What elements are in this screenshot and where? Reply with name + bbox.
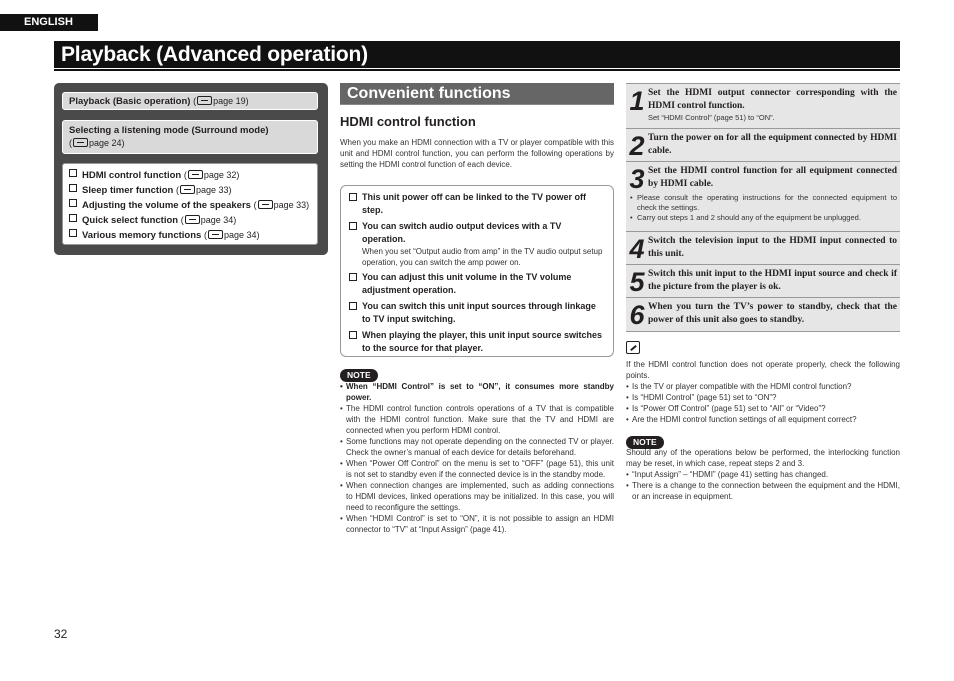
checkbox-icon bbox=[69, 184, 77, 192]
nav-item-quick-select[interactable]: Quick select function ( page 34) bbox=[69, 214, 311, 227]
feature-item bbox=[349, 329, 605, 355]
sub-heading: HDMI control function bbox=[340, 114, 476, 129]
page-reference-icon bbox=[185, 215, 200, 224]
nav-link-surround-mode[interactable]: Selecting a listening mode (Surround mode) ( page 24) bbox=[62, 120, 318, 154]
feature-item bbox=[349, 271, 605, 297]
step-text: Switch the television input to the HDMI input connected to this unit. bbox=[648, 236, 897, 259]
page-reference-icon bbox=[197, 96, 212, 105]
step-text: Set the HDMI output connector corresponding with the HDMI control function. bbox=[648, 88, 897, 111]
intro-paragraph: When you make an HDMI connection with a TV or player compatible with this unit and HDMI control function, you can perform the following operations by setting the HDMI control function of each device. bbox=[340, 138, 614, 169]
feature-text: You can switch audio output devices with a TV operation. bbox=[362, 221, 562, 244]
step-text: Turn the power on for all the equipment connected by HDMI cable. bbox=[648, 133, 897, 156]
memo-item: • Is “HDMI Control” (page 51) set to “ON”? bbox=[626, 392, 900, 403]
step-3 bbox=[626, 161, 900, 231]
feature-item bbox=[349, 300, 605, 326]
steps-list bbox=[626, 83, 900, 332]
navigation-panel bbox=[54, 83, 328, 255]
feature-text: You can switch this unit input sources through linkage to TV input switching. bbox=[362, 301, 596, 324]
page-reference-icon bbox=[258, 200, 273, 209]
checkbox-icon bbox=[349, 222, 357, 230]
title-divider bbox=[54, 69, 900, 71]
page-reference-icon bbox=[208, 230, 223, 239]
memo-item: • Is “Power Off Control” (page 51) set to “All” or “Video”? bbox=[626, 403, 900, 414]
memo-pencil-icon bbox=[626, 341, 640, 354]
step-subtext: Set “HDMI Control” (page 51) to “ON”. bbox=[648, 113, 775, 122]
note-intro: Should any of the operations below be performed, the interlocking function may be reset, in which case, repeat steps 2 and 3. bbox=[626, 448, 900, 468]
note-list bbox=[340, 381, 614, 535]
step-number: 2 bbox=[629, 131, 645, 161]
note-item: • When “Power Off Control” on the menu is set to “OFF” (page 51), this unit is not set to standby even if the connected device is in the standby mode. bbox=[340, 458, 614, 480]
step-note: • Carry out steps 1 and 2 should any of the equipment be unplugged. bbox=[629, 213, 897, 223]
step-3-notes bbox=[629, 193, 897, 223]
checkbox-icon bbox=[349, 193, 357, 201]
nav-item-label: Sleep timer function bbox=[82, 185, 174, 196]
checkbox-icon bbox=[69, 199, 77, 207]
page-reference-icon bbox=[188, 170, 203, 179]
nav-item-speaker-volume[interactable]: Adjusting the volume of the speakers ( page 33) bbox=[69, 199, 311, 212]
step-4 bbox=[626, 231, 900, 264]
step-6 bbox=[626, 297, 900, 331]
checkbox-icon bbox=[69, 214, 77, 222]
checkbox-icon bbox=[349, 302, 357, 310]
checkbox-icon bbox=[349, 331, 357, 339]
note-item: • “Input Assign” – “HDMI” (page 41) setting has changed. bbox=[626, 469, 900, 480]
checkbox-icon bbox=[349, 273, 357, 281]
nav-item-label: Various memory functions bbox=[82, 230, 202, 241]
step-number: 4 bbox=[629, 234, 645, 264]
step-note: • Please consult the operating instructions for the connected equipment to check the settings. bbox=[629, 193, 897, 213]
page-title: Playback (Advanced operation) bbox=[54, 41, 900, 68]
feature-text: This unit power off can be linked to the TV power off step. bbox=[362, 192, 587, 215]
step-2 bbox=[626, 128, 900, 161]
note-item: • The HDMI control function controls operations of a TV that is compatible with the HDMI control function. Make sure that the TV and HDMI are connected when you perform HDMI control. bbox=[340, 403, 614, 436]
nav-label: Playback (Basic operation) bbox=[69, 96, 191, 107]
step-number: 3 bbox=[629, 164, 645, 194]
nav-item-ref: page 34 bbox=[200, 215, 234, 225]
memo-intro: If the HDMI control function does not operate properly, check the following points. bbox=[626, 360, 900, 380]
feature-item bbox=[349, 220, 605, 268]
nav-item-ref: page 33 bbox=[273, 200, 307, 210]
feature-note: When you set “Output audio from amp” in the TV audio output setup operation, you can switch the amp power on. bbox=[362, 247, 603, 267]
nav-label: Selecting a listening mode (Surround mode) bbox=[69, 125, 269, 136]
step-number: 5 bbox=[629, 267, 645, 297]
checkbox-icon bbox=[69, 169, 77, 177]
step-1 bbox=[626, 83, 900, 128]
note-badge: NOTE bbox=[626, 436, 664, 449]
feature-text: You can adjust this unit volume in the TV volume adjustment operation. bbox=[362, 272, 572, 295]
step-5 bbox=[626, 264, 900, 297]
nav-item-label: HDMI control function bbox=[82, 170, 182, 181]
memo-list bbox=[626, 381, 900, 425]
page-reference-icon bbox=[73, 138, 88, 147]
nav-ref: page 24 bbox=[89, 138, 122, 148]
nav-item-label: Adjusting the volume of the speakers bbox=[82, 200, 251, 211]
note-item: • Some functions may not operate depending on the connected TV or player. Check the owner’s manual of each device for details beforehand. bbox=[340, 436, 614, 458]
nav-item-sleep-timer[interactable]: Sleep timer function ( page 33) bbox=[69, 184, 311, 197]
feature-list-box bbox=[340, 185, 614, 357]
page-number: 32 bbox=[54, 627, 68, 641]
nav-item-hdmi-control[interactable]: HDMI control function ( page 32) bbox=[69, 169, 311, 182]
nav-ref: page 19 bbox=[213, 96, 246, 106]
nav-item-ref: page 34 bbox=[223, 230, 257, 240]
memo-item: • Are the HDMI control function settings of all equipment correct? bbox=[626, 414, 900, 425]
feature-item bbox=[349, 191, 605, 217]
step-number: 6 bbox=[629, 300, 645, 330]
nav-item-memory-functions[interactable]: Various memory functions ( page 34) bbox=[69, 229, 311, 242]
feature-text: When playing the player, this unit input source switches to the source for that player. bbox=[362, 330, 603, 353]
nav-item-ref: page 32 bbox=[203, 170, 237, 180]
nav-item-label: Quick select function bbox=[82, 215, 179, 226]
step-text: Set the HDMI control function for all equipment connected by HDMI cable. bbox=[648, 166, 897, 189]
nav-link-basic-operation[interactable]: Playback (Basic operation) ( page 19) bbox=[62, 92, 318, 110]
step-text: Switch this unit input to the HDMI input source and check if the picture from the player is ok. bbox=[648, 269, 897, 292]
note-badge: NOTE bbox=[340, 369, 378, 382]
nav-item-ref: page 33 bbox=[195, 185, 229, 195]
memo-item: • Is the TV or player compatible with the HDMI control function? bbox=[626, 381, 900, 392]
nav-current-topics bbox=[62, 163, 318, 245]
page-reference-icon bbox=[180, 185, 195, 194]
section-divider bbox=[340, 104, 614, 105]
checkbox-icon bbox=[69, 229, 77, 237]
note-item: • When “HDMI Control” is set to “ON”, it is not possible to assign an HDMI connector to “TV” at “Input Assign” (page 41). bbox=[340, 513, 614, 535]
right-note-list bbox=[626, 469, 900, 502]
note-item: • When “HDMI Control” is set to “ON”, it consumes more standby power. bbox=[340, 381, 614, 403]
steps-divider bbox=[626, 331, 900, 332]
language-tab: ENGLISH bbox=[0, 14, 98, 31]
step-text: When you turn the TV’s power to standby, check that the power of this unit also goes to standby. bbox=[648, 302, 897, 325]
note-item: • There is a change to the connection between the equipment and the HDMI, or an increase in equipment. bbox=[626, 480, 900, 502]
step-number: 1 bbox=[629, 86, 645, 116]
section-title: Convenient functions bbox=[340, 83, 614, 104]
note-item: • When connection changes are implemented, such as adding connections to HDMI devices, linked operations may be initialized. In this case, you will need to reconfigure the settings. bbox=[340, 480, 614, 513]
